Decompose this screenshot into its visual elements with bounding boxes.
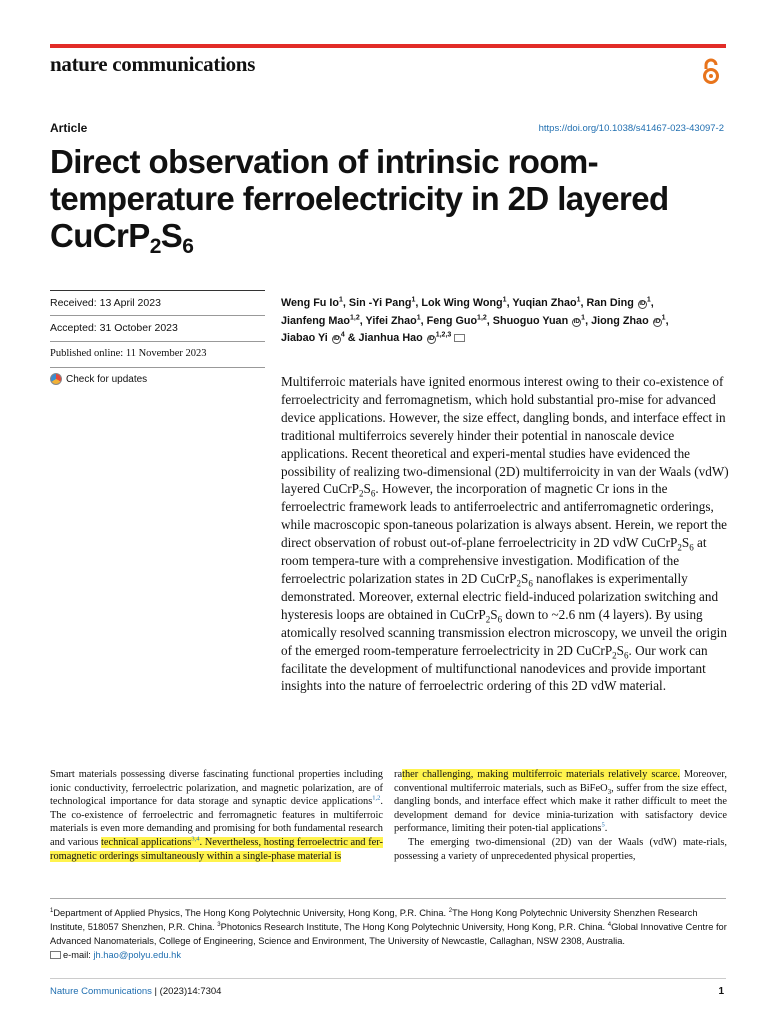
highlighted-text: ther challenging, making multiferroic materials relatively scarce. bbox=[402, 769, 680, 780]
header-accent-bar bbox=[50, 44, 726, 48]
page-number: 1 bbox=[718, 986, 724, 997]
email-link[interactable]: jh.hao@polyu.edu.hk bbox=[93, 950, 181, 960]
author[interactable]: Jiabao Yi bbox=[281, 332, 328, 344]
affiliation-divider bbox=[50, 898, 726, 899]
journal-name: nature communications bbox=[50, 52, 256, 76]
highlighted-text: technical applications$^{3,4}$. Nevertheless, hosting ferroelectric and fer-romagnetic orderings simultaneously within a single-phase material is bbox=[50, 835, 383, 862]
author[interactable]: Feng Guo bbox=[426, 314, 478, 327]
check-for-updates-button[interactable] bbox=[50, 373, 265, 385]
footer-citation: Nature Communications | (2023)14:7304 bbox=[50, 986, 222, 997]
published-date: Published online: 11 November 2023 bbox=[50, 348, 207, 359]
author[interactable]: Lok Wing Wong bbox=[421, 297, 503, 309]
received-date: Received: 13 April 2023 bbox=[50, 297, 161, 309]
orcid-icon[interactable]: iD bbox=[333, 336, 340, 342]
paragraph: The emerging two-dimensional (2D) van der Waals (vdW) mate-rials, possessing a variety of unprecedented physical properties, bbox=[394, 836, 727, 862]
meta-divider bbox=[50, 315, 265, 316]
author[interactable]: Yifei Zhao bbox=[365, 314, 417, 327]
meta-divider bbox=[50, 341, 265, 342]
meta-divider bbox=[50, 290, 265, 291]
author[interactable]: Ran Ding bbox=[586, 297, 634, 309]
footer-journal-link[interactable]: Nature Communications bbox=[50, 986, 152, 997]
reference-link[interactable]: 3,4 bbox=[191, 835, 200, 843]
meta-divider bbox=[50, 367, 265, 368]
doi-link[interactable]: https://doi.org/10.1038/s41467-023-43097-2 bbox=[538, 123, 724, 134]
mail-icon bbox=[50, 951, 61, 959]
footer-divider bbox=[50, 978, 726, 979]
mail-icon[interactable] bbox=[454, 334, 465, 342]
open-access-icon bbox=[700, 57, 722, 85]
body-text-right: rather challenging, making multiferroic materials relatively scarce. Moreover, conventional multiferroic materials, such as BiFeO$_3$, suffer from the size effect, dangling bonds, and interface effect which make it rather difficult to meet the development demand for device minia-turization with satisfactory device performance, limiting their poten-tial applications$^5$. The emerging two-dimensional (2D) van der Waals (vdW) mate-rials, possessing a variety of unprecedented physical properties, bbox=[394, 769, 728, 862]
orcid-icon[interactable]: iD bbox=[428, 336, 435, 342]
orcid-icon[interactable]: iD bbox=[654, 318, 661, 325]
reference-link[interactable]: 5 bbox=[601, 821, 605, 829]
author[interactable]: Jiong Zhao bbox=[591, 314, 649, 327]
author[interactable]: Yuqian Zhao bbox=[512, 297, 577, 309]
author[interactable]: Jianfeng Mao bbox=[281, 314, 350, 327]
author[interactable]: Sin -Yi Pang bbox=[348, 297, 412, 309]
reference-link[interactable]: 1,2 bbox=[372, 794, 381, 802]
paper-title: Direct observation of intrinsic room- temperature ferroelectricity in 2D layered $CuCrP_2S_6$ bbox=[50, 143, 669, 258]
body-text-left: Smart materials possessing diverse fascinating functional properties including ionic conductivity, ferroelectric polarization, and magnetic polarization, are of technological importance for data storage and synaptic device applications$^{1,2}$. The co-existence of ferroelectric and ferromagnetic features in multiferroic materials is even more demanding and promising for both fundamental research and various technical applications$^{3,4}$. Nevertheless, hosting ferroelectric and fer-romagnetic orderings simultaneously within a single-phase material is bbox=[50, 769, 383, 862]
abstract: Multiferroic materials have ignited enormous interest owing to their co-existence of ferroelectricity and ferromagnetism, which hold substantial pro-mise for advanced device applications. However, the size effect, dangling bonds, and interface effect in traditional multiferroics severely hinder their potential in nanoscale device applications. Recent theoretical and experi-mental studies have evidenced the possibility of realizing two-dimensional (2D) multiferroicity in van der Waals (vdW) layered $CuCrP_2S_6$. However, the incorporation of magnetic Cr ions in the ferroelectric framework leads to antiferroelectric and antiferromagnetic orderings, while macroscopic spon-taneous polarization is always absent. Herein, we report the direct observation of robust out-of-plane ferroelectricity in 2D vdW $CuCrP_2S_6$ at room tempera-ture with a comprehensive investigation. Modification of the ferroelectric polarization states in 2D $CuCrP_2S_6$ nanoflakes is experimentally demonstrated. Moreover, external electric field-induced polarization switching and hysteresis loops are obtained in $CuCrP_2S_6$ down to ~2.6 nm (4 layers). By using atomically resolved scanning transmission electron microscopy, we unveil the origin of the emerged room-temperature ferroelectricity in 2D $CuCrP_2S_6$. Our work can facilitate the development of multifunctional nanodevices and provide important insights into the nature of ferroelectric ordering of this 2D vdW material. bbox=[281, 374, 729, 694]
orcid-icon[interactable]: iD bbox=[639, 301, 646, 307]
affiliations: $^1$Department of Applied Physics, The Hong Kong Polytechnic University, Hong Kong, P.R. China. $^2$The Hong Kong Polytechnic University Shenzhen Research Institute, 518057 Shenzhen, P.R. China. $^3$Photonics Research Institute, The Hong Kong Polytechnic University, Hong Kong, P.R. China. $^4$Global Innovative Centre for Advanced Nanomaterials, College of Engineering, Science and Environment, The University of Newcastle, Callaghan, NSW 2308, Australia. e-mail: jh.hao@polyu.edu.hk bbox=[50, 907, 727, 960]
article-type: Article bbox=[50, 121, 88, 135]
check-for-updates-label: Check for updates bbox=[66, 373, 148, 385]
accepted-date: Accepted: 31 October 2023 bbox=[50, 322, 178, 334]
crossmark-icon bbox=[50, 373, 62, 385]
author[interactable]: Shuoguo Yuan bbox=[492, 314, 569, 327]
author[interactable]: Jianhua Hao bbox=[358, 332, 423, 344]
author-list: Weng Fu Io$^1$, Sin -Yi Pang$^1$, Lok Wing Wong$^1$, Yuqian Zhao$^1$, Ran Ding $iD^1$, Jianfeng Mao$^{1,2}$, Yifei Zhao$^1$, Feng Guo$^{1,2}$, Shuoguo Yuan $iD^1$, Jiong Zhao $iD^1$, Jiabao Yi $iD^4$ & Jianhua Hao iD$^{1,2,3}$ bbox=[281, 296, 669, 344]
author[interactable]: Weng Fu Io bbox=[281, 297, 339, 309]
orcid-icon[interactable]: iD bbox=[573, 318, 580, 325]
